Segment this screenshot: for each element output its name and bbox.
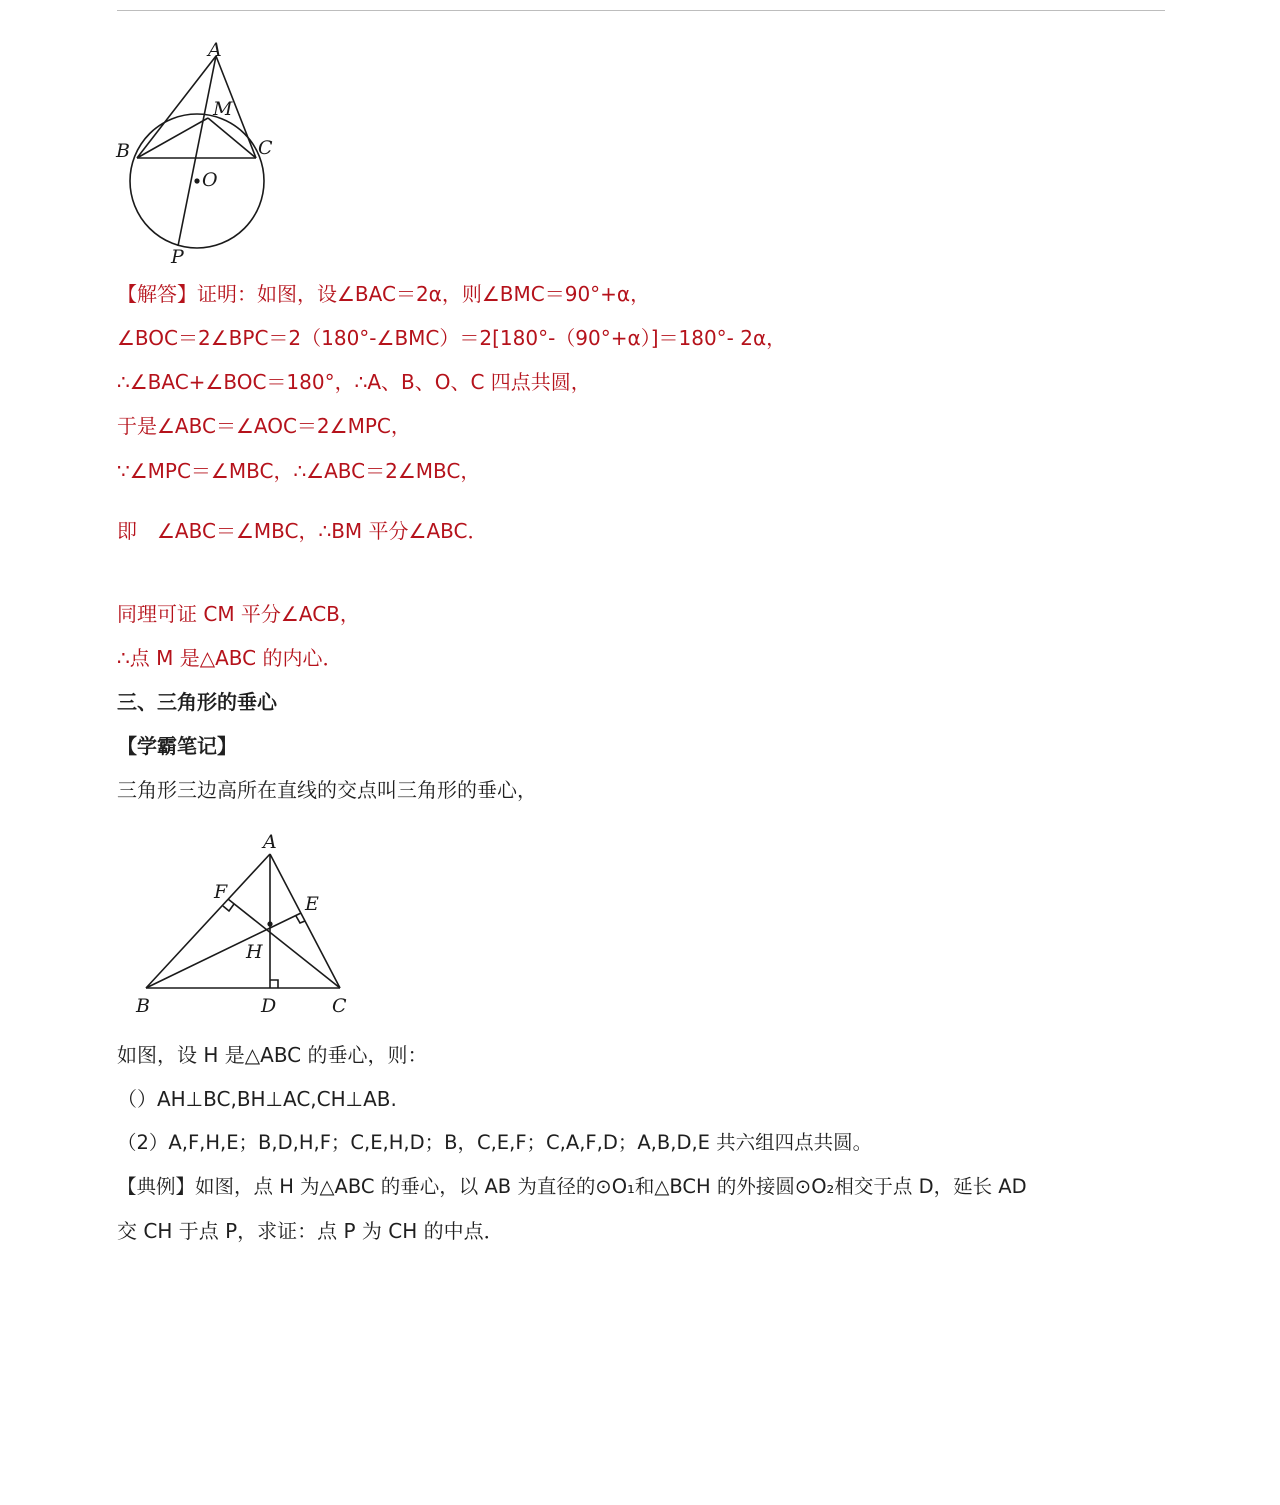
solution-line-1: 【解答】证明：如图，设∠BAC＝2α，则∠BMC＝90°+α，: [117, 282, 651, 306]
orthocenter-dot: [267, 921, 272, 926]
orthocenter-figure: [130, 826, 360, 1022]
label-o: O: [202, 169, 218, 191]
properties-intro: 如图，设 H 是△ABC 的垂心，则：: [117, 1043, 428, 1067]
section-heading: 三、三角形的垂心: [117, 690, 277, 714]
example-line-1: 【典例】如图，点 H 为△ABC 的垂心，以 AB 为直径的⊙O₁和△BCH 的外接圆⊙O₂相交于点 D，延长 AD: [117, 1175, 1027, 1198]
property-2: （2）A,F,H,E；B,D,H,F；C,E,H,D；B，C,E,F；C,A,F,D；A,B,D,E 共六组四点共圆。: [117, 1131, 873, 1154]
label-b: B: [116, 140, 130, 162]
label-a: A: [208, 39, 222, 61]
label-m: M: [213, 98, 233, 120]
solution-line-8: ∴点 M 是△ABC 的内心．: [117, 646, 343, 670]
solution-line-6: 即 ∠ABC＝∠MBC，∴BM 平分∠ABC．: [117, 519, 488, 543]
orthocenter-definition: 三角形三边高所在直线的交点叫三角形的垂心，: [117, 778, 537, 802]
solution-line-5: ∵∠MPC＝∠MBC，∴∠ABC＝2∠MBC，: [117, 459, 481, 483]
solution-line-3: ∴∠BAC+∠BOC＝180°，∴A、B、O、C 四点共圆，: [117, 370, 591, 394]
circle-triangle-figure: [110, 36, 290, 268]
solution-line-7: 同理可证 CM 平分∠ACB，: [117, 602, 360, 626]
label-c: C: [258, 137, 273, 159]
note-title: 【学霸笔记】: [117, 734, 237, 758]
label-c2: C: [332, 995, 347, 1017]
label-d: D: [261, 995, 277, 1017]
property-1: （）AH⊥BC,BH⊥AC,CH⊥AB.: [117, 1087, 397, 1111]
label-e: E: [305, 893, 319, 915]
example-line-2: 交 CH 于点 P，求证：点 P 为 CH 的中点．: [117, 1219, 504, 1243]
solution-line-4: 于是∠ABC＝∠AOC＝2∠MPC，: [117, 414, 411, 438]
label-h: H: [246, 941, 263, 963]
solution-line-2: ∠BOC＝2∠BPC＝2（180°-∠BMC）＝2[180°-（90°+α）]＝180°- 2α，: [117, 326, 787, 350]
center-dot: [194, 178, 199, 183]
label-p: P: [171, 246, 184, 268]
label-a2: A: [263, 831, 277, 853]
label-b2: B: [136, 995, 150, 1017]
top-divider: [117, 10, 1165, 11]
label-f: F: [214, 881, 228, 903]
